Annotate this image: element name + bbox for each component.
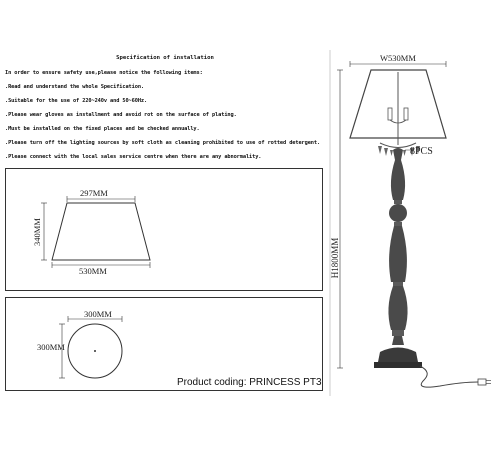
- stem-top-cap: [393, 148, 403, 160]
- spec-line-voltage: .Suitable for the use of 220~240v and 50~60Hz.: [5, 98, 148, 104]
- spec-line-read: .Read and understand the whole Specification.: [5, 84, 145, 90]
- stem-middle-vase: [389, 226, 407, 282]
- stem-upper-bulb: [391, 160, 405, 200]
- spec-line-fixed: .Must be installed on the fixed places and be checked annually.: [5, 126, 200, 132]
- product-coding: Product coding: PRINCESS PT3: [177, 377, 322, 388]
- lamp-shade-width-label: W530MM: [380, 53, 416, 63]
- lamp-total-height-label: H1800MM: [330, 237, 340, 279]
- power-plug: [478, 379, 486, 385]
- spec-line-service: .Please connect with the local sales service centre when there are any abnormality.: [5, 154, 262, 160]
- spec-line-intro: In order to ensure safety use,please notice the following items:: [5, 70, 203, 76]
- base-depth-label: 300MM: [37, 342, 65, 352]
- power-cord: [420, 366, 478, 387]
- base-width-label: 300MM: [84, 309, 112, 319]
- shade-height-label: 340MM: [32, 218, 42, 246]
- lamp-base-plate: [374, 362, 422, 368]
- lamp-base-dome: [378, 348, 418, 363]
- crystals-count-label: 8PCS: [410, 146, 433, 157]
- stem-lower-vase: [388, 286, 407, 330]
- stem-ball: [389, 204, 407, 222]
- spec-line-gloves: .Please wear gloves as installment and avoid rot on the surface of plating.: [5, 112, 237, 118]
- spec-title: Specification of installation: [116, 55, 214, 61]
- spec-line-cleaning: .Please turn off the lighting sources by soft cloth as cleaning prohibited to use of rotted detergent.: [5, 140, 321, 146]
- shade-top-width-label: 297MM: [80, 188, 108, 198]
- shade-bottom-width-label: 530MM: [79, 266, 107, 276]
